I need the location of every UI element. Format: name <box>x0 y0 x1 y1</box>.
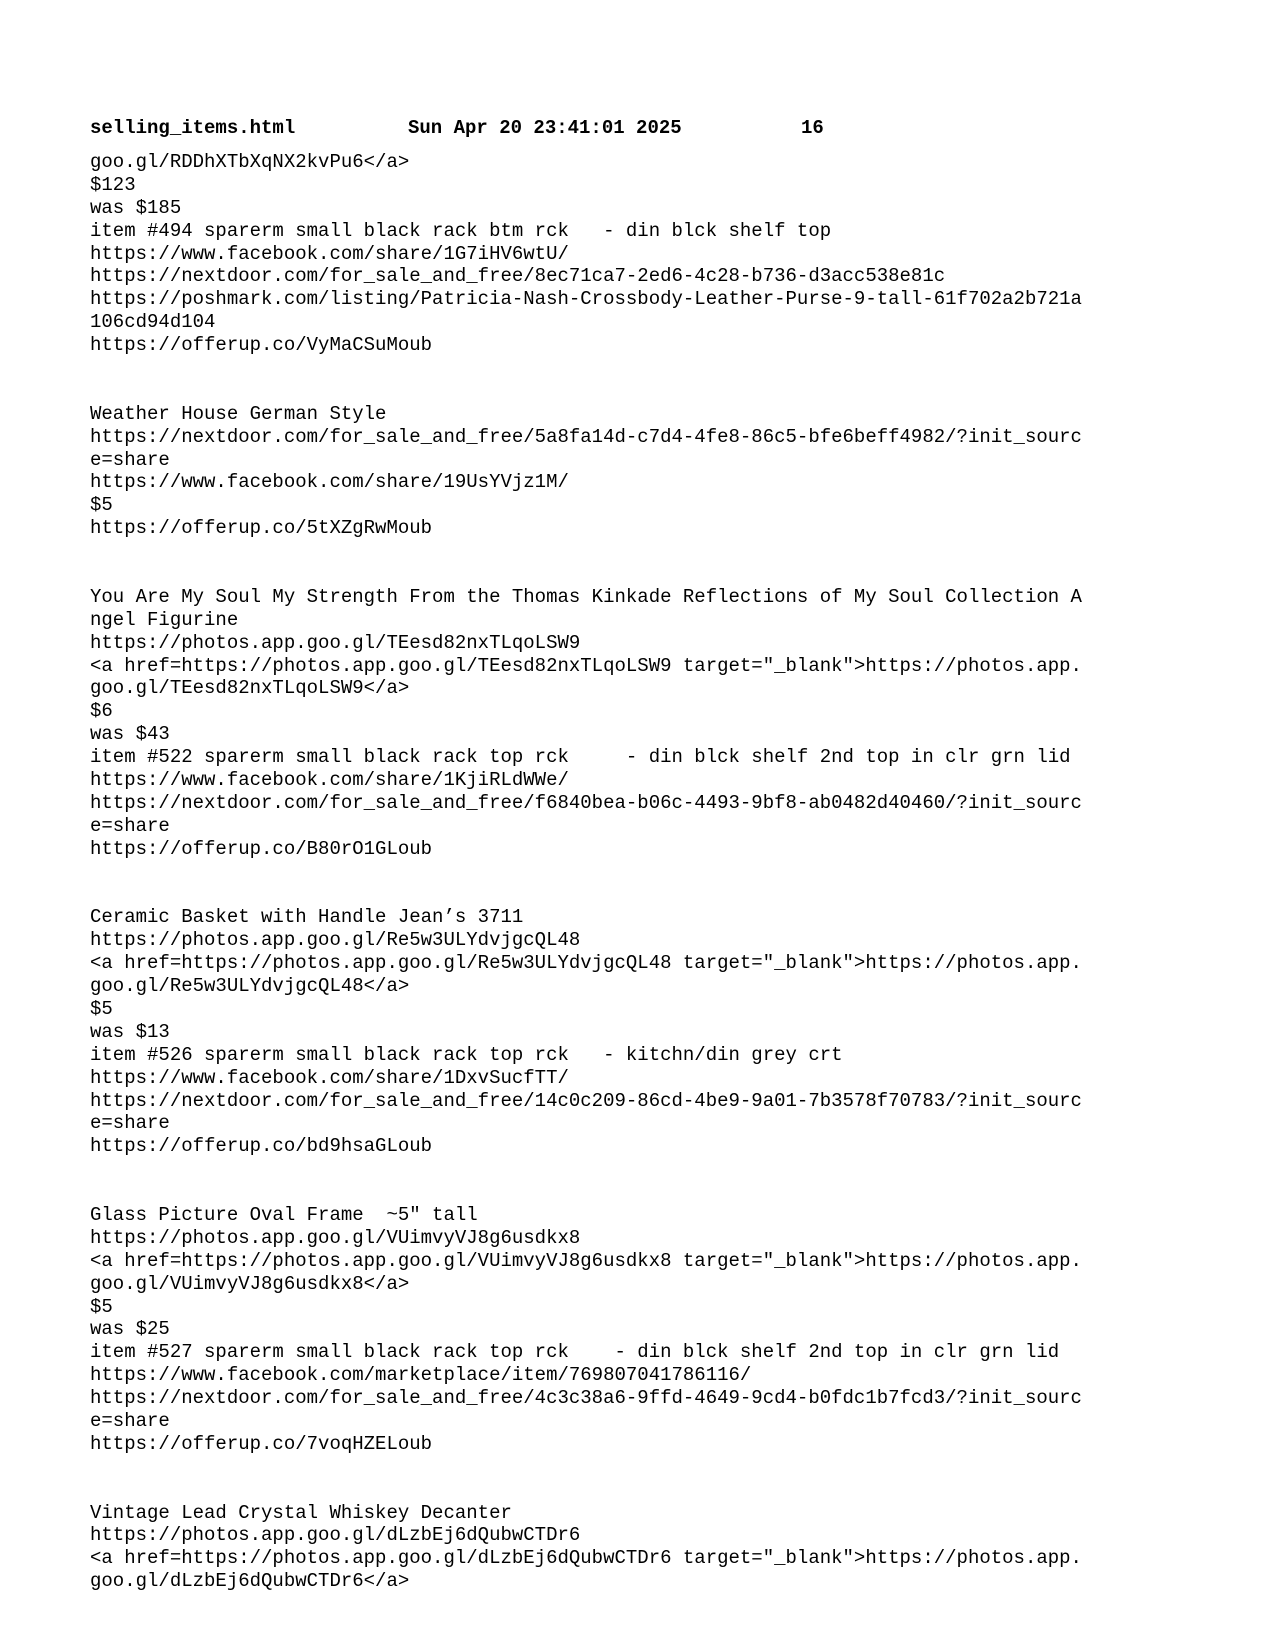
text-line: https://offerup.co/bd9hsaGLoub <box>90 1135 433 1158</box>
text-line: goo.gl/dLzbEj6dQubwCTDr6</a> <box>90 1570 410 1593</box>
text-line: item #527 sparerm small black rack top rck - din blck shelf 2nd top in clr grn lid <box>90 1341 1060 1364</box>
text-line: https://nextdoor.com/for_sale_and_free/8ec71ca7-2ed6-4c28-b736-d3acc538e81c <box>90 265 946 288</box>
text-line: $6 <box>90 700 113 723</box>
text-line: Glass Picture Oval Frame ~5" tall <box>90 1203 478 1226</box>
text-line: goo.gl/Re5w3ULYdvjgcQL48</a> <box>90 975 410 998</box>
text-line: https://nextdoor.com/for_sale_and_free/4c3c38a6-9ffd-4649-9cd4-b0fdc1b7fcd3/?init_sourc <box>90 1387 1082 1410</box>
text-line <box>90 861 1190 884</box>
text-line: 106cd94d104 <box>90 311 216 334</box>
text-line: Ceramic Basket with Handle Jean’s 3711 <box>90 906 524 929</box>
text-line: goo.gl/VUimvyVJ8g6usdkx8</a> <box>90 1272 410 1295</box>
text-line: was $43 <box>90 723 170 746</box>
header-filename: selling_items.html <box>90 117 296 139</box>
text-line: https://www.facebook.com/marketplace/item/769807041786116/ <box>90 1364 752 1387</box>
text-line: e=share <box>90 1409 170 1432</box>
text-line: https://www.facebook.com/share/1G7iHV6wtU/ <box>90 242 569 265</box>
text-line <box>90 1181 1190 1204</box>
text-line: Vintage Lead Crystal Whiskey Decanter <box>90 1501 512 1524</box>
text-line <box>90 540 1190 563</box>
text-line: <a href=https://photos.app.goo.gl/VUimvyVJ8g6usdkx8 target="_blank">https://photos.app. <box>90 1249 1082 1272</box>
text-line: https://offerup.co/VyMaCSuMoub <box>90 334 433 357</box>
text-line: $5 <box>90 494 113 517</box>
text-line <box>90 1456 1190 1479</box>
text-line: <a href=https://photos.app.goo.gl/dLzbEj6dQubwCTDr6 target="_blank">https://photos.app. <box>90 1547 1082 1570</box>
text-line <box>90 380 1190 403</box>
text-line: $123 <box>90 173 136 196</box>
text-line: You Are My Soul My Strength From the Thomas Kinkade Reflections of My Soul Collection A <box>90 585 1082 608</box>
text-line: https://photos.app.goo.gl/dLzbEj6dQubwCTDr6 <box>90 1524 581 1547</box>
text-line <box>90 1158 1190 1181</box>
text-line: item #494 sparerm small black rack btm rck - din blck shelf top <box>90 219 832 242</box>
page-header <box>90 116 824 140</box>
text-line: https://photos.app.goo.gl/Re5w3ULYdvjgcQL48 <box>90 929 581 952</box>
text-line: https://photos.app.goo.gl/VUimvyVJ8g6usdkx8 <box>90 1226 581 1249</box>
text-line: https://offerup.co/5tXZgRwMoub <box>90 517 433 540</box>
text-line: e=share <box>90 448 170 471</box>
text-line: https://offerup.co/7voqHZELoub <box>90 1432 433 1455</box>
text-line: Weather House German Style <box>90 402 387 425</box>
text-line: $5 <box>90 1295 113 1318</box>
text-line: https://nextdoor.com/for_sale_and_free/5a8fa14d-c7d4-4fe8-86c5-bfe6beff4982/?init_sourc <box>90 425 1082 448</box>
text-line: $5 <box>90 997 113 1020</box>
text-line <box>90 884 1190 907</box>
text-line: goo.gl/TEesd82nxTLqoLSW9</a> <box>90 677 410 700</box>
text-line: was $13 <box>90 1020 170 1043</box>
text-line: ngel Figurine <box>90 608 239 631</box>
text-line <box>90 357 1190 380</box>
text-line: item #526 sparerm small black rack top rck - kitchn/din grey crt <box>90 1043 843 1066</box>
header-page-number: 16 <box>801 117 824 139</box>
text-line: https://nextdoor.com/for_sale_and_free/f6840bea-b06c-4493-9bf8-ab0482d40460/?init_sourc <box>90 791 1082 814</box>
text-line: was $185 <box>90 196 182 219</box>
text-line: https://www.facebook.com/share/19UsYVjz1M/ <box>90 471 569 494</box>
text-line: e=share <box>90 814 170 837</box>
text-line: was $25 <box>90 1318 170 1341</box>
text-line <box>90 1479 1190 1502</box>
text-line: https://offerup.co/B80rO1GLoub <box>90 837 433 860</box>
text-line: https://poshmark.com/listing/Patricia-Nash-Crossbody-Leather-Purse-9-tall-61f702a2b721a <box>90 288 1082 311</box>
document-body <box>90 151 1190 1593</box>
text-line: <a href=https://photos.app.goo.gl/Re5w3ULYdvjgcQL48 target="_blank">https://photos.app. <box>90 952 1082 975</box>
text-line: https://nextdoor.com/for_sale_and_free/14c0c209-86cd-4be9-9a01-7b3578f70783/?init_sourc <box>90 1089 1082 1112</box>
header-datetime: Sun Apr 20 23:41:01 2025 <box>408 117 682 139</box>
text-line: goo.gl/RDDhXTbXqNX2kvPu6</a> <box>90 151 410 173</box>
text-line: https://photos.app.goo.gl/TEesd82nxTLqoLSW9 <box>90 631 581 654</box>
text-line: item #522 sparerm small black rack top rck - din blck shelf 2nd top in clr grn lid <box>90 746 1071 769</box>
text-line: e=share <box>90 1112 170 1135</box>
text-line: https://www.facebook.com/share/1DxvSucfTT/ <box>90 1066 569 1089</box>
text-line: <a href=https://photos.app.goo.gl/TEesd82nxTLqoLSW9 target="_blank">https://photos.app. <box>90 654 1082 677</box>
text-line: https://www.facebook.com/share/1KjiRLdWWe/ <box>90 769 569 792</box>
text-line <box>90 563 1190 586</box>
